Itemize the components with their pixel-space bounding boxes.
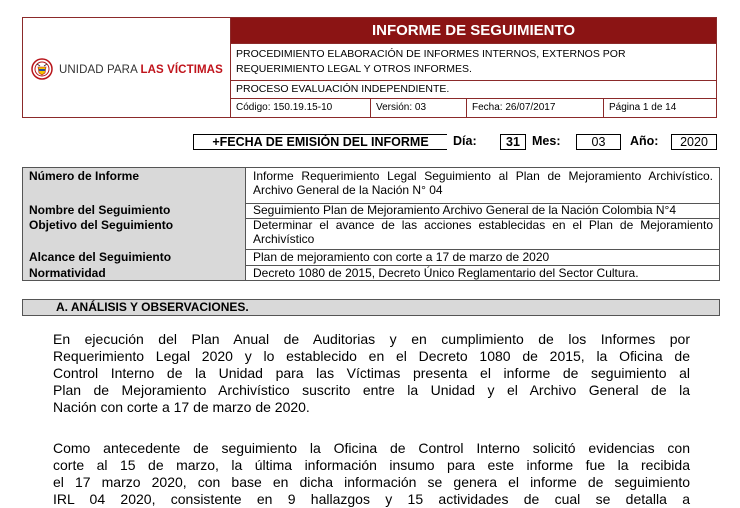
report-info-table <box>22 167 720 281</box>
document-meta <box>231 98 716 117</box>
info-row-name: Nombre del Seguimiento Seguimiento Plan de Mejoramiento Archivo General de la Nación Colombia N°4 <box>29 203 677 217</box>
year-value: 2020 <box>671 134 717 150</box>
paragraph-background: Como antecedente de seguimiento la Oficina de Control Interno solicitó evidencias con corte al 15 de marzo, la última información insumo para este informe fue la recibida el 17 marzo 2020, con base en dicha información se genera el informe de seguimiento IRL 04 2020, consistente en 9 hallazgos y 15 actividades de cual se detalla a <box>53 440 690 507</box>
emission-label: +FECHA DE EMISIÓN DEL INFORME <box>193 134 447 150</box>
document-title: INFORME DE SEGUIMIENTO <box>231 18 716 43</box>
month-value: 03 <box>576 134 621 150</box>
logo-text: UNIDAD PARA LAS VÍCTIMAS <box>59 64 223 76</box>
info-row-objective: Objetivo del Seguimiento Determinar el avance de las acciones establecidas en el Plan de Mejoramiento Archivístico <box>29 218 713 246</box>
info-row-number: Número de Informe Informe Requerimiento Legal Seguimiento al Plan de Mejoramiento Archivístico. Archivo General de la Nación N° 04 <box>29 169 713 197</box>
section-analysis-header: A. ANÁLISIS Y OBSERVACIONES. <box>22 299 720 316</box>
doc-page: Página 1 de 14 <box>609 102 677 113</box>
doc-code: Código: 150.19.15-10 <box>231 99 371 118</box>
doc-version: Versión: 03 <box>371 99 467 118</box>
year-label: Año: <box>630 134 659 148</box>
day-label: Día: <box>453 134 477 148</box>
document-header <box>22 17 717 118</box>
paragraph-intro: En ejecución del Plan Anual de Auditorias y en cumplimiento de los Informes por Requerimiento Legal 2020 y lo establecido en el Decreto 1080 de 2015, la Oficina de Control Interno de la Unidad para las Víctimas presenta el informe de seguimiento al Plan de Mejoramiento Archivístico suscrito entre la Unidad y el Archivo General de la Nación con corte a 17 de marzo de 2020. <box>53 331 690 415</box>
month-label: Mes: <box>532 134 561 148</box>
day-value: 31 <box>500 134 526 150</box>
doc-date: Fecha: 26/07/2017 <box>467 99 604 118</box>
logo-cell <box>23 18 231 117</box>
colombia-seal-icon <box>31 58 53 80</box>
info-row-regulation: Normatividad Decreto 1080 de 2015, Decreto Único Reglamentario del Sector Cultura. <box>29 266 639 280</box>
process-name: PROCESO EVALUACIÓN INDEPENDIENTE. <box>231 80 716 98</box>
info-row-scope: Alcance del Seguimiento Plan de mejoramiento con corte a 17 de marzo de 2020 <box>29 250 550 264</box>
procedure-name: PROCEDIMIENTO ELABORACIÓN DE INFORMES INTERNOS, EXTERNOS POR REQUERIMIENTO LEGAL Y OTROS INFORMES. <box>231 43 716 80</box>
